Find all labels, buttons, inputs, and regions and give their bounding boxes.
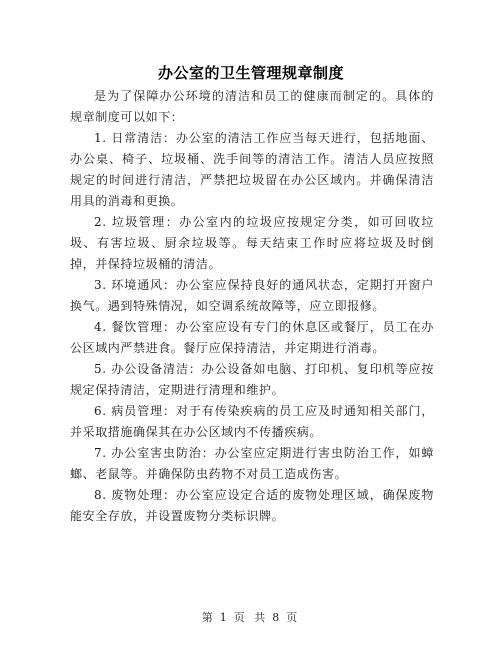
rule-dining-management: 4. 餐饮管理：办公室应设有专门的休息区或餐厅，员工在办公区域内严禁进食。餐厅应保持清洁，并定期进行消毒。 (70, 320, 434, 355)
rule-daily-cleaning: 1. 日常清洁：办公室的清洁工作应当每天进行，包括地面、办公桌、椅子、垃圾桶、洗手间等的清洁工作。清洁人员应按照规定的时间进行清洁，严禁把垃圾留在办公区域内。并确保清洁用具的消毒和更换。 (70, 131, 434, 208)
rule-garbage-management: 2. 垃圾管理：办公室内的垃圾应按规定分类，如可回收垃圾、有害垃圾、厨余垃圾等。每天结束工作时应将垃圾及时倒掉，并保持垃圾桶的清洁。 (70, 215, 434, 271)
rule-ventilation: 3. 环境通风：办公室应保持良好的通风状态，定期打开窗户换气。遇到特殊情况，如空调系统故障等，应立即报修。 (70, 278, 434, 313)
intro-paragraph: 是为了保障办公环境的清洁和员工的健康而制定的。具体的规章制度可以如下： (70, 89, 434, 124)
rule-sick-staff-management: 6. 病员管理：对于有传染疾病的员工应及时通知相关部门，并采取措施确保其在办公区域内不传播疾病。 (70, 404, 434, 439)
footer-total-pages: 8 (272, 611, 283, 624)
footer-current-page: 1 (219, 611, 230, 624)
page-footer (0, 609, 502, 625)
footer-suffix: 页 (286, 611, 301, 624)
document-title: 办公室的卫生管理规章制度 (157, 64, 344, 82)
rule-waste-disposal: 8. 废物处理：办公室应设定合适的废物处理区域，确保废物能安全存放，并设置废物分类标识牌。 (70, 488, 434, 523)
footer-middle: 页 共 (233, 611, 269, 624)
document-body (70, 86, 434, 527)
footer-prefix: 第 (201, 611, 216, 624)
rule-pest-control: 7. 办公室害虫防治：办公室应定期进行害虫防治工作，如蟑螂、老鼠等。并确保防虫药物不对员工造成伤害。 (70, 446, 434, 481)
rule-equipment-cleaning: 5. 办公设备清洁：办公设备如电脑、打印机、复印机等应按规定保持清洁，定期进行清理和维护。 (70, 362, 434, 397)
